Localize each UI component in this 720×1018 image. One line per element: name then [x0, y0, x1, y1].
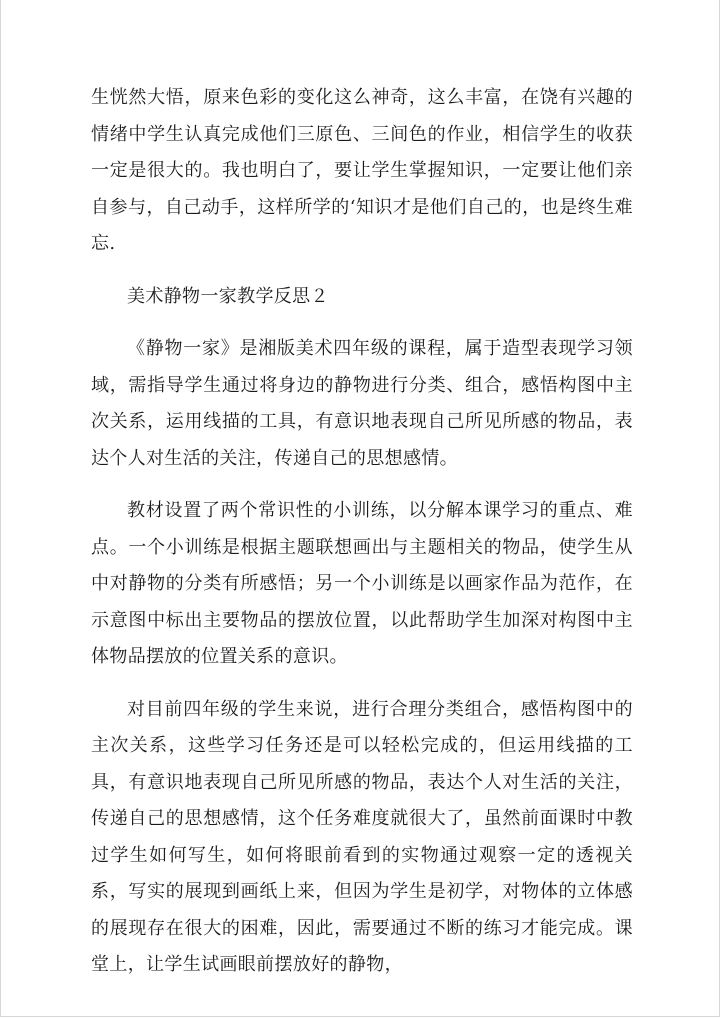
paragraph-gap — [91, 676, 633, 692]
body-paragraph-3: 对目前四年级的学生来说，进行合理分类组合，感悟构图中的主次关系，这些学习任务还是可以轻松完成的，但运用线描的工具，有意识地表现自己所见所感的物品，表达个人对生活的关注，传递自己的思想感情，这个任务难度就很大了，虽然前面课时中教过学生如何写生，如何将眼前看到的实物通过观察一定的透视关系，写实的展现到画纸上来，但因为学生是初学，对物体的立体感的展现存在很大的困难，因此，需要通过不断的练习才能完成。课堂上，让学生试画眼前摆放好的静物， — [91, 698, 633, 975]
document-body — [91, 80, 633, 984]
body-paragraph-2: 教材设置了两个常识性的小训练，以分解本课学习的重点、难点。一个小训练是根据主题联想画出与主题相关的物品，使学生从中对静物的分类有所感悟；另一个小训练是以画家作品为范作，在示意图中标出主要物品的摆放位置，以此帮助学生加深对构图中主体物品摆放的位置关系的意识。 — [91, 500, 633, 667]
paragraph-gap — [91, 315, 633, 331]
continuation-paragraph: 生恍然大悟，原来色彩的变化这么神奇，这么丰富，在饶有兴趣的情绪中学生认真完成他们三原色、三间色的作业，相信学生的收获一定是很大的。我也明白了，要让学生掌握知识，一定要让他们亲自参与，自己动手，这样所学的‘知识才是他们自己的，也是终生难忘. — [91, 87, 633, 254]
paragraph-gap — [91, 263, 633, 279]
paragraph-gap — [91, 477, 633, 493]
section-title: 美术静物一家教学反思２ — [127, 285, 329, 307]
body-paragraph-1: 《静物一家》是湘版美术四年级的课程，属于造型表现学习领域，需指导学生通过将身边的静物进行分类、组合，感悟构图中主次关系，运用线描的工具，有意识地表现自己所见所感的物品，表达个人对生活的关注，传递自己的思想感情。 — [91, 338, 633, 469]
